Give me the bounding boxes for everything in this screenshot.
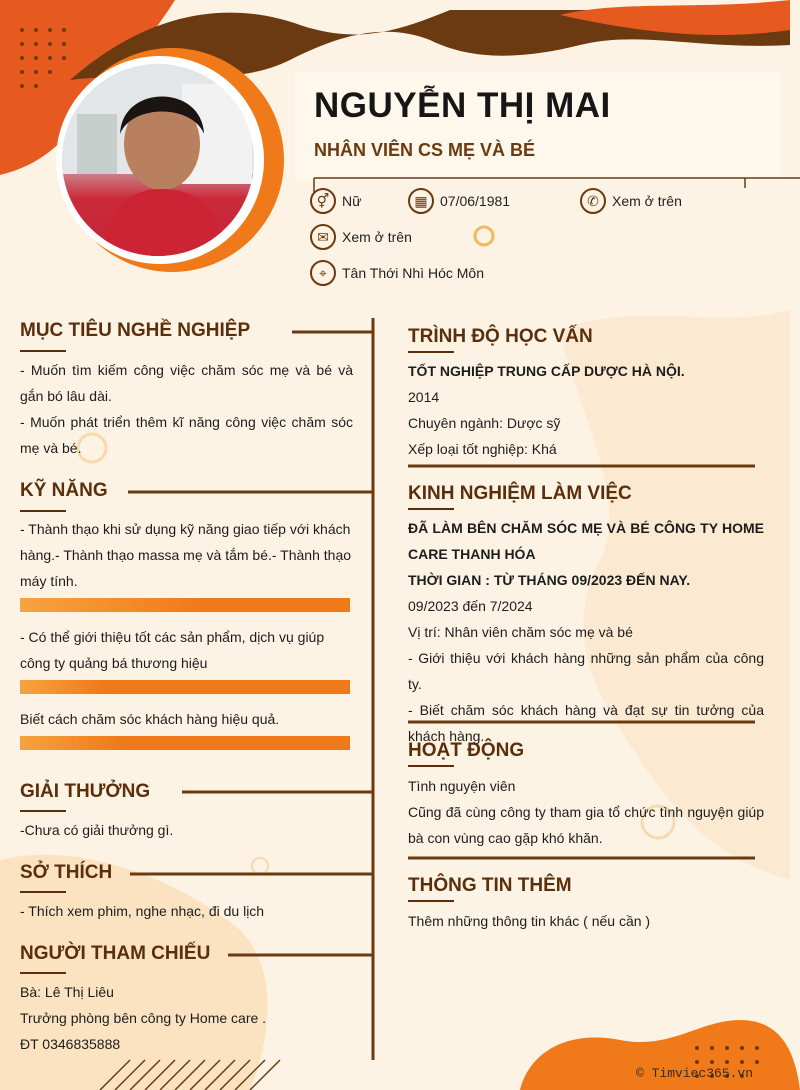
gender-value: Nữ: [342, 193, 362, 209]
skill-bar-1: [20, 598, 350, 612]
birthday-item: [408, 188, 510, 214]
additional-info-text: Thêm những thông tin khác ( nếu cần ): [408, 913, 651, 929]
education-major: Chuyên ngành: Dược sỹ: [408, 415, 561, 431]
hobbies-text: - Thích xem phim, nghe nhạc, đi du lịch: [20, 903, 265, 919]
activity-line-1: Tình nguyện viên: [408, 778, 516, 794]
experience-duty-1: - Giới thiệu với khách hàng những sản phẩm của công ty.: [408, 650, 764, 692]
mail-icon: ✉: [310, 224, 336, 250]
additional-info-title: THÔNG TIN THÊM: [408, 875, 572, 896]
reference-line-1: Bà: Lê Thị Liêu: [20, 984, 114, 1000]
profile-photo: [62, 64, 254, 256]
references-title: NGƯỜI THAM CHIẾU: [20, 943, 211, 964]
education-school: TỐT NGHIỆP TRUNG CẤP DƯỢC HÀ NỘI.: [408, 363, 685, 379]
awards-title: GIẢI THƯỞNG: [20, 781, 151, 802]
education-text: [408, 358, 764, 462]
phone-item: [580, 188, 682, 214]
phone-icon: ✆: [580, 188, 606, 214]
experience-company: ĐÃ LÀM BÊN CHĂM SÓC MẸ VÀ BÉ CÔNG TY HOME CARE THANH HÓA: [408, 520, 764, 562]
hobbies-title: SỞ THÍCH: [20, 862, 113, 883]
education-year: 2014: [408, 389, 440, 405]
career-goal-line-1: - Muốn tìm kiếm công việc chăm sóc mẹ và bé và gắn bó lâu dài.: [20, 362, 353, 404]
skill-item-1: - Thành thạo khi sử dụng kỹ năng giao tiếp với khách hàng.- Thành thạo massa mẹ và tắm bé.- Thành thạo máy tính.: [20, 521, 352, 589]
activities-text: [408, 773, 764, 851]
gender-item: [310, 188, 361, 214]
skill-item-3: Biết cách chăm sóc khách hàng hiệu quả.: [20, 711, 280, 727]
additional-info-underline: [408, 900, 454, 902]
reference-line-3: ĐT 0346835888: [20, 1036, 121, 1052]
email-value: Xem ở trên: [342, 229, 412, 245]
gender-icon: ⚥: [310, 188, 336, 214]
reference-line-2: Trưởng phòng bên công ty Home care .: [20, 1010, 267, 1026]
experience-period: 09/2023 đến 7/2024: [408, 598, 533, 614]
career-goal-text: [20, 357, 353, 461]
skills-title: KỸ NĂNG: [20, 480, 108, 501]
skill-bar-2: [20, 680, 350, 694]
experience-text: [408, 515, 764, 749]
skill-item-2: - Có thể giới thiệu tốt các sản phẩm, dịch vụ giúp công ty quảng bá thương hiệu: [20, 629, 325, 671]
education-grade: Xếp loại tốt nghiệp: Khá: [408, 441, 557, 457]
activities-title: HOẠT ĐỘNG: [408, 740, 525, 761]
address-item: [310, 260, 484, 286]
phone-value: Xem ở trên: [612, 193, 682, 209]
education-underline: [408, 351, 454, 353]
experience-period-heading: THỜI GIAN : TỪ THÁNG 09/2023 ĐẾN NAY.: [408, 572, 691, 588]
job-title: NHÂN VIÊN CS MẸ VÀ BÉ: [314, 140, 536, 160]
career-goal-underline: [20, 350, 66, 352]
activity-line-2: Cũng đã cùng công ty tham gia tổ chức tình nguyện giúp bà con vùng cao gặp khó khăn.: [408, 804, 764, 846]
career-goal-line-2: - Muốn phát triển thêm kĩ năng công việc chăm sóc mẹ và bé.: [20, 414, 353, 456]
awards-underline: [20, 810, 66, 812]
hobbies-underline: [20, 891, 66, 893]
experience-underline: [408, 508, 454, 510]
references-text: [20, 979, 353, 1057]
experience-position: Vị trí: Nhân viên chăm sóc mẹ và bé: [408, 624, 633, 640]
education-title: TRÌNH ĐỘ HỌC VẤN: [408, 326, 593, 347]
email-item: [310, 224, 412, 250]
activities-underline: [408, 765, 454, 767]
address-value: Tân Thới Nhì Hóc Môn: [342, 265, 484, 281]
candidate-name: NGUYỄN THỊ MAI: [314, 86, 611, 125]
location-pin-icon: ⌖: [310, 260, 336, 286]
career-goal-title: MỤC TIÊU NGHỀ NGHIỆP: [20, 320, 251, 341]
birthday-value: 07/06/1981: [440, 193, 511, 209]
experience-duty-2: - Biết chăm sóc khách hàng và đạt sự tin tưởng của khách hàng.: [408, 702, 764, 744]
skill-bar-3: [20, 736, 350, 750]
references-underline: [20, 972, 66, 974]
watermark: © Timviec365.vn: [636, 1066, 754, 1081]
skills-underline: [20, 510, 66, 512]
awards-text: -Chưa có giải thưởng gì.: [20, 822, 174, 838]
experience-title: KINH NGHIỆM LÀM VIỆC: [408, 483, 632, 504]
calendar-icon: ▦: [408, 188, 434, 214]
